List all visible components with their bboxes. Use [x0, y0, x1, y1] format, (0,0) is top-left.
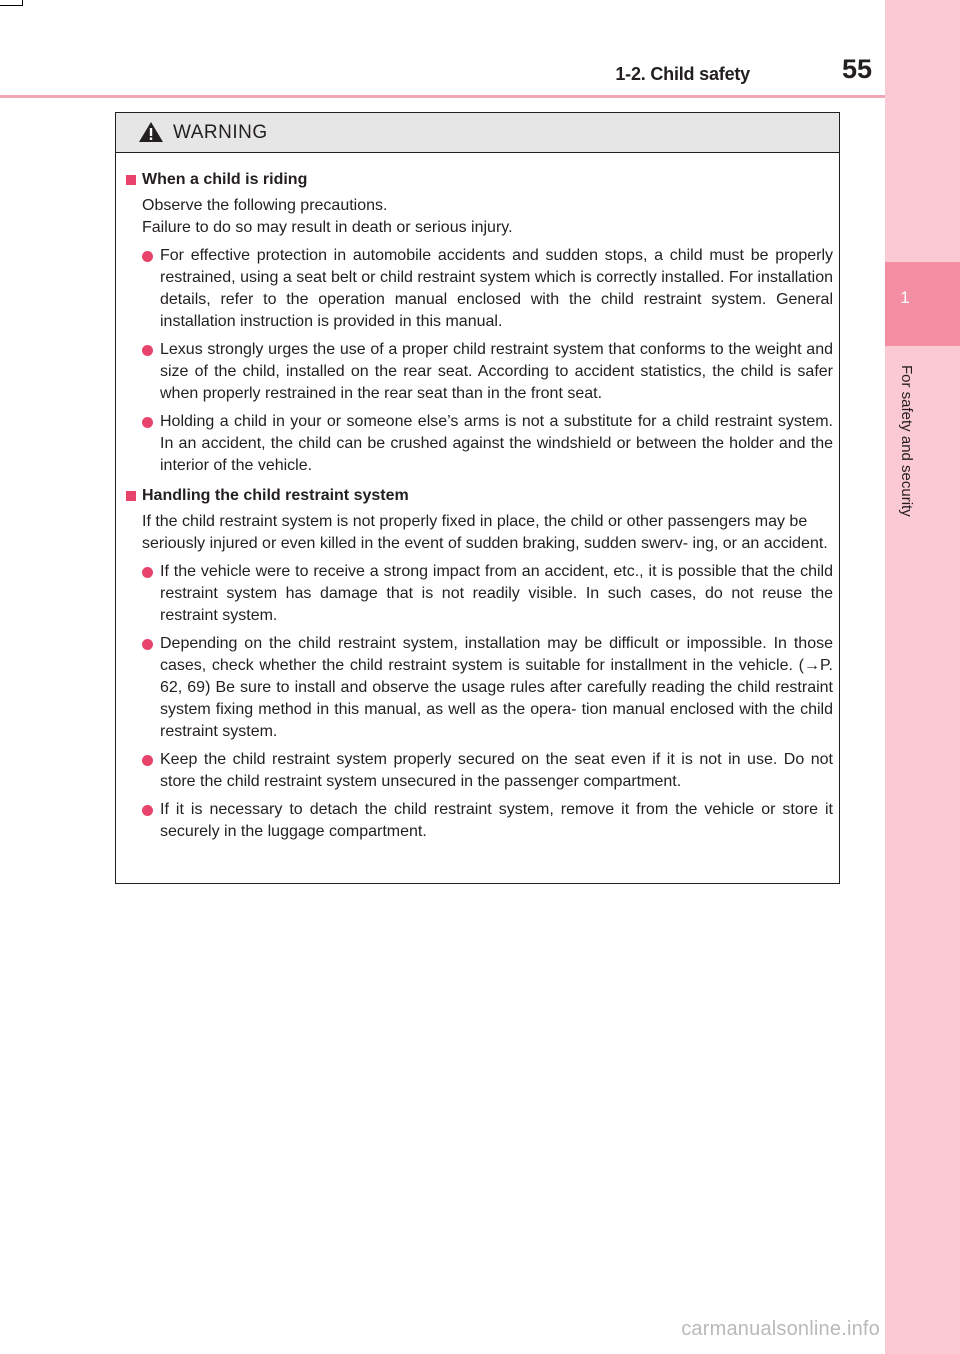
- list-item: [126, 561, 833, 627]
- watermark[interactable]: carmanualsonline.info: [681, 1318, 880, 1340]
- section-intro: [126, 511, 833, 555]
- section-heading: [126, 485, 833, 507]
- section-heading-text: When a child is riding: [142, 171, 308, 188]
- intro-line: If the child restraint system is not properly fixed in place, the child or other passengers may be seriously injured or even killed in the event of sudden braking, sudden swerv- ing, or an accident.: [142, 513, 828, 552]
- square-bullet-icon: [126, 175, 136, 185]
- warning-triangle-icon: [138, 121, 164, 143]
- list-item-text: If the vehicle were to receive a strong impact from an accident, etc., it is possible that the child restraint system has damage that is not readily visible. In such cases, do not reuse the restraint system.: [160, 563, 833, 624]
- list-item-text: Holding a child in your or someone else’s arms is not a substitute for a child restraint system. In an accident, the child can be crushed against the windshield or between the holder and the interior of the vehicle.: [160, 413, 833, 474]
- warning-label: WARNING: [173, 122, 268, 143]
- header-rule: [0, 95, 885, 98]
- intro-line: Failure to do so may result in death or serious injury.: [142, 219, 513, 236]
- list-item: [126, 749, 833, 793]
- section-intro: [126, 195, 833, 239]
- intro-line: Observe the following precautions.: [142, 197, 388, 214]
- warning-box: [115, 112, 840, 884]
- round-bullet-icon: [142, 805, 153, 816]
- list-item-text: If it is necessary to detach the child restraint system, remove it from the vehicle or store it securely in the luggage compartment.: [160, 801, 833, 840]
- warning-header: [116, 113, 839, 153]
- chapter-title: For safety and security: [898, 365, 915, 517]
- round-bullet-icon: [142, 755, 153, 766]
- section-heading: [126, 169, 833, 191]
- list-item: [126, 633, 833, 743]
- side-strip: [885, 0, 960, 1354]
- round-bullet-icon: [142, 251, 153, 262]
- list-item-text: Keep the child restraint system properly secured on the seat even if it is not in use. Do not store the child restraint system unsecured in the passenger compartment.: [160, 751, 833, 790]
- warning-body: [126, 169, 833, 849]
- round-bullet-icon: [142, 639, 153, 650]
- round-bullet-icon: [142, 567, 153, 578]
- list-item: [126, 339, 833, 405]
- chapter-number: 1: [900, 288, 910, 307]
- list-item-text: For effective protection in automobile accidents and sudden stops, a child must be properly restrained, using a seat belt or child restraint system which is correctly installed. For installation details, refer to the operation manual enclosed with the child restraint system. General installation instruction is provided in this manual.: [160, 247, 833, 330]
- list-item: [126, 245, 833, 333]
- page-number: 55: [841, 54, 872, 84]
- crop-mark: [0, 5, 23, 6]
- list-item-text: Lexus strongly urges the use of a proper child restraint system that conforms to the weight and size of the child, installed on the rear seat. According to accident statistics, the child is safer when properly restrained in the rear seat than in the front seat.: [160, 341, 833, 402]
- section-heading-text: Handling the child restraint system: [142, 487, 409, 504]
- round-bullet-icon: [142, 345, 153, 356]
- round-bullet-icon: [142, 417, 153, 428]
- list-item: [126, 799, 833, 843]
- square-bullet-icon: [126, 491, 136, 501]
- list-item-text: Depending on the child restraint system, installation may be difficult or impossible. In those cases, check whether the child restraint system is suitable for installment in the vehicle. (→P. 62, 69) Be sure to install and observe the usage rules after carefully reading the child restraint system fixing method in this manual, as well as the opera- tion manual enclosed with the child restraint system.: [160, 635, 833, 740]
- section-title: 1-2. Child safety: [615, 64, 750, 84]
- list-item: [126, 411, 833, 477]
